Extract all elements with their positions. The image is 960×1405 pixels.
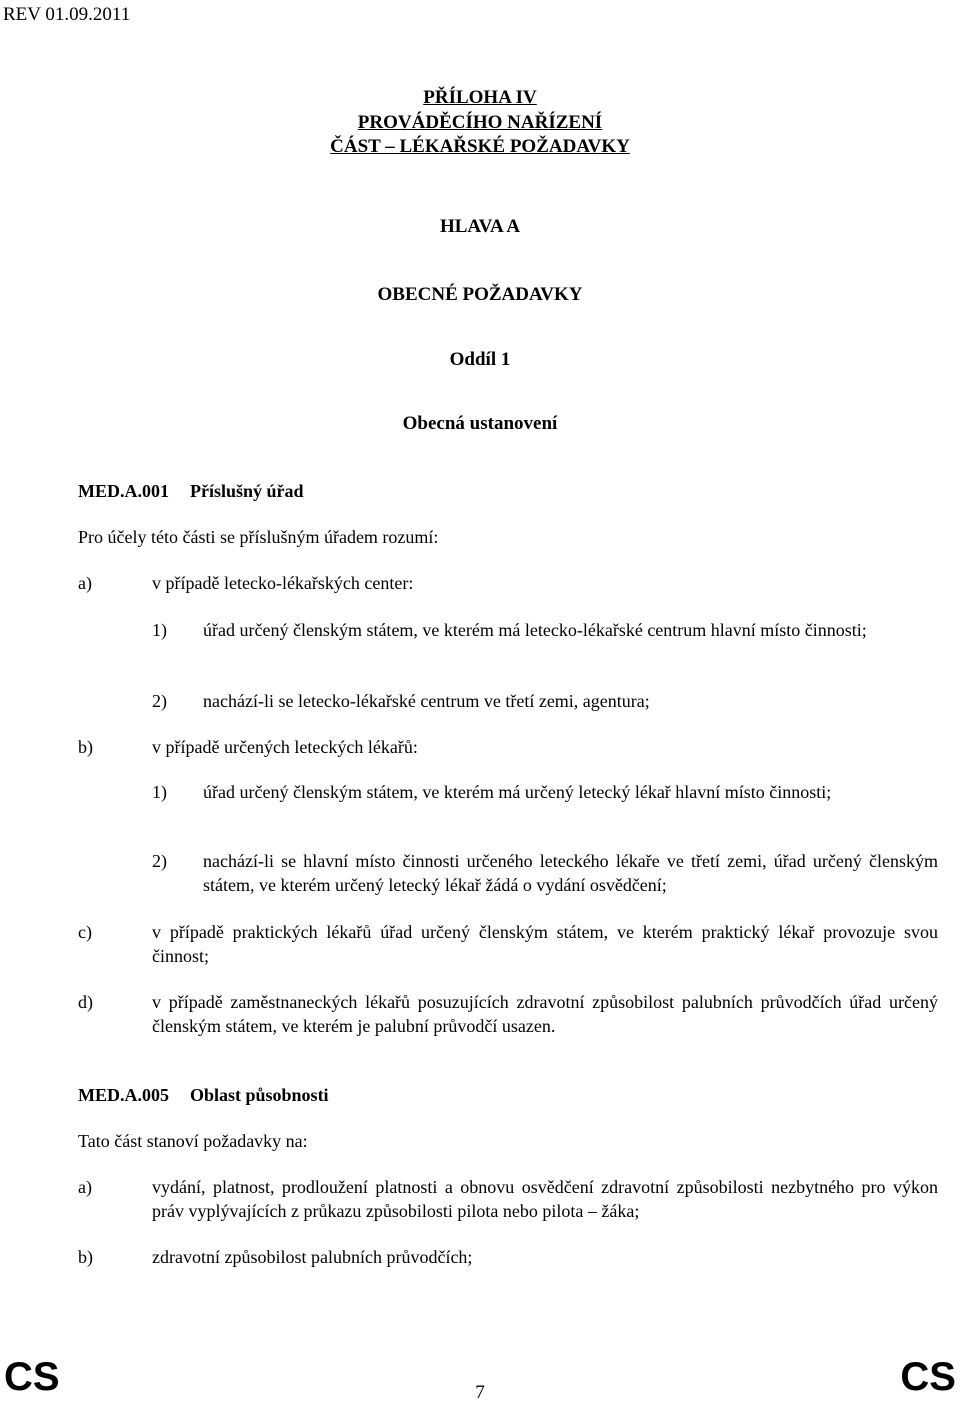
list-item-text: úřad určený členským státem, ve kterém má určený letecký lékař hlavní místo činnosti; <box>203 782 832 802</box>
revision-label: REV 01.09.2011 <box>3 4 131 25</box>
list-item-text: úřad určený členským státem, ve kterém má letecko-lékařské centrum hlavní místo činnosti; <box>203 620 867 640</box>
list-item-text: nachází-li se letecko-lékařské centrum ve třetí zemi, agentura; <box>203 691 650 711</box>
list-item-label: b) <box>78 1247 93 1267</box>
chapter-subtitle: OBECNÉ POŽADAVKY <box>377 284 583 305</box>
list-item-text: v případě praktických lékařů úřad určený členským státem, ve kterém praktický lékař provozuje svou činnost; <box>152 922 938 966</box>
list-item-label: 1) <box>152 782 167 802</box>
list-item-text: vydání, platnost, prodloužení platnosti a obnovu osvědčení zdravotní způsobilosti nezbytného pro výkon práv vyplývajících z průkazu způsobilosti pilota nebo pilota – žáka; <box>152 1177 938 1221</box>
list-item-label: a) <box>78 1177 92 1197</box>
list-item-label: 1) <box>152 620 167 640</box>
annex-title: PŘÍLOHA IV <box>423 87 537 108</box>
article-title: Oblast působnosti <box>190 1085 329 1105</box>
list-item-text: v případě určených leteckých lékařů: <box>152 737 418 757</box>
article-heading-med-a-005 <box>78 1083 329 1107</box>
list-item-label: 2) <box>152 851 167 871</box>
section-subtitle: Obecná ustanovení <box>402 413 558 434</box>
list-item-label: d) <box>78 992 93 1012</box>
footer-language-right: CS <box>900 1355 956 1399</box>
article-intro: Tato část stanoví požadavky na: <box>78 1131 308 1151</box>
article-heading-med-a-001 <box>78 479 304 503</box>
part-title: ČÁST – LÉKAŘSKÉ POŽADAVKY <box>330 136 630 157</box>
article-code: MED.A.005 <box>78 1085 169 1105</box>
regulation-title: PROVÁDĚCÍHO NAŘÍZENÍ <box>357 112 603 133</box>
list-item-label: a) <box>78 573 92 593</box>
list-item-label: 2) <box>152 691 167 711</box>
footer-language-left: CS <box>4 1355 60 1399</box>
article-intro: Pro účely této části se příslušným úřadem rozumí: <box>78 527 439 547</box>
article-code: MED.A.001 <box>78 481 169 501</box>
list-item-text: zdravotní způsobilost palubních průvodčích; <box>152 1247 473 1267</box>
page-number: 7 <box>475 1382 485 1403</box>
list-item-text: v případě zaměstnaneckých lékařů posuzujících zdravotní způsobilost palubních průvodčích úřad určený členským státem, ve kterém je palubní průvodčí usazen. <box>152 992 938 1036</box>
list-item-label: c) <box>78 922 92 942</box>
list-item-label: b) <box>78 737 93 757</box>
chapter-title: HLAVA A <box>439 216 521 237</box>
list-item-text: v případě letecko-lékařských center: <box>152 573 414 593</box>
section-title: Oddíl 1 <box>449 349 511 370</box>
article-title: Příslušný úřad <box>190 481 304 501</box>
list-item-text: nachází-li se hlavní místo činnosti určeného leteckého lékaře ve třetí zemi, úřad určený členským státem, ve kterém určený letecký lékař žádá o vydání osvědčení; <box>203 851 938 895</box>
